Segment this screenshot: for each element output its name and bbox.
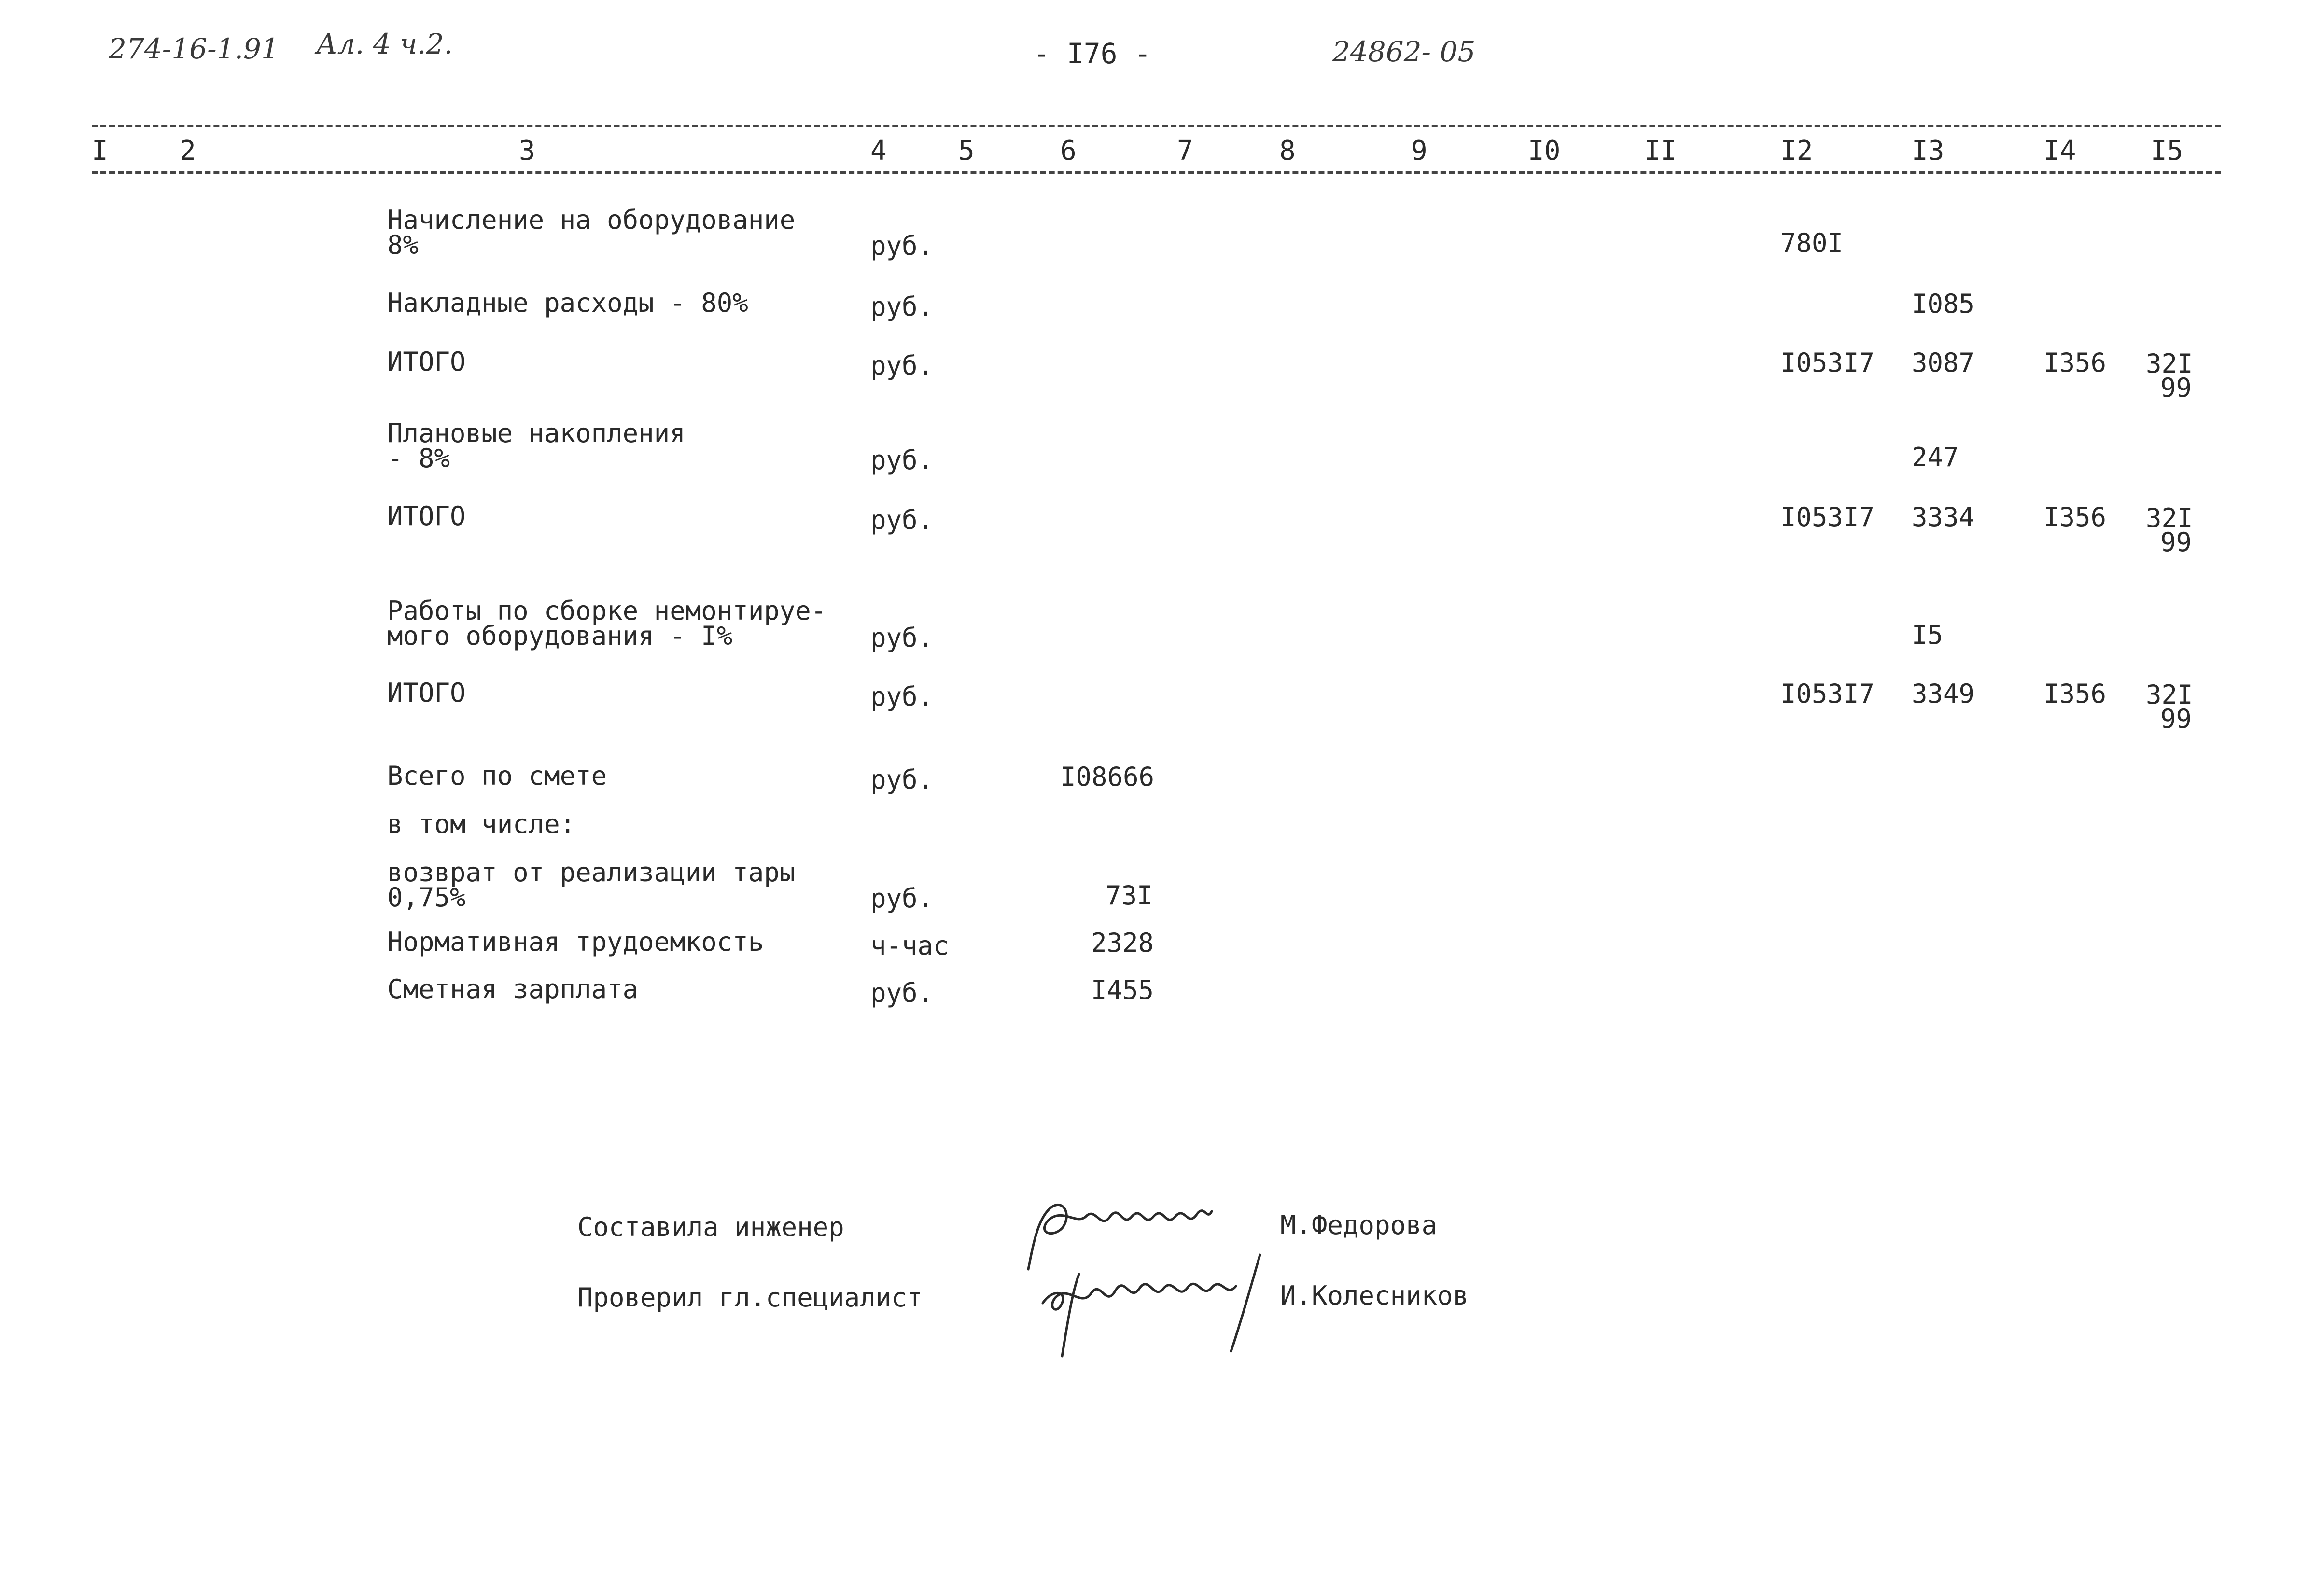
row-label: Накладные расходы - 80% <box>387 288 748 318</box>
row-label: ИТОГО <box>387 347 466 377</box>
col15-value-bottom: 99 <box>2160 527 2192 557</box>
col13-value: 3349 <box>1912 679 1975 709</box>
col12-value: 780I <box>1780 228 1844 258</box>
row-unit: руб. <box>870 883 934 914</box>
column-header-15: I5 <box>2151 135 2183 167</box>
row-label: ИТОГО <box>387 678 466 708</box>
column-header-9: 9 <box>1411 135 1427 167</box>
col13-value: 247 <box>1912 442 1959 472</box>
col6-value: 2328 <box>1091 928 1154 958</box>
column-header-1: I <box>92 135 108 167</box>
row-label: Работы по сборке немонтируе- мого оборудования - I% <box>387 596 827 651</box>
row-unit: руб. <box>870 291 934 322</box>
column-header-7: 7 <box>1177 135 1193 167</box>
row-label: Плановые накопления - 8% <box>387 418 686 473</box>
col13-value: I085 <box>1912 289 1975 319</box>
row-label: ИТОГО <box>387 501 466 531</box>
col15-value-top: 32I <box>2146 680 2193 710</box>
column-header-11: II <box>1644 135 1677 167</box>
header-bottom-rule <box>92 171 2221 174</box>
column-header-10: I0 <box>1528 135 1561 167</box>
col14-value: I356 <box>2043 347 2107 378</box>
column-header-12: I2 <box>1780 135 1813 167</box>
row-label: возврат от реализации тары 0,75% <box>387 857 796 913</box>
column-header-14: I4 <box>2043 135 2076 167</box>
col15-value-bottom: 99 <box>2160 373 2192 403</box>
column-header-2: 2 <box>180 135 196 167</box>
sheet-ref-handwritten: Ал. 4 ч.2. <box>316 28 453 60</box>
row-unit: руб. <box>870 350 934 381</box>
compiled-by-label: Составила инженер <box>577 1212 844 1242</box>
row-unit: руб. <box>870 764 934 795</box>
row-unit: руб. <box>870 445 934 475</box>
col6-value: I455 <box>1091 975 1154 1005</box>
col14-value: I356 <box>2043 502 2107 532</box>
row-unit: руб. <box>870 231 934 261</box>
row-label: Сметная зарплата <box>387 974 639 1004</box>
header-top-rule <box>92 125 2221 127</box>
col13-value: 3087 <box>1912 347 1975 378</box>
col15-value-bottom: 99 <box>2160 704 2192 734</box>
col12-value: I053I7 <box>1780 502 1875 532</box>
column-header-8: 8 <box>1279 135 1296 167</box>
col12-value: I053I7 <box>1780 679 1875 709</box>
col6-value: I08666 <box>1060 762 1155 792</box>
checked-by-name: И.Колесников <box>1280 1280 1469 1311</box>
col13-value: I5 <box>1912 620 1944 650</box>
row-label: Всего по смете <box>387 761 607 791</box>
column-header-3: 3 <box>519 135 535 167</box>
col14-value: I356 <box>2043 679 2107 709</box>
column-header-5: 5 <box>958 135 975 167</box>
compiled-by-name: М.Федорова <box>1280 1210 1438 1240</box>
col12-value: I053I7 <box>1780 347 1875 378</box>
page-number: - I76 - <box>1033 37 1151 70</box>
col13-value: 3334 <box>1912 502 1975 532</box>
col15-value-top: 32I <box>2146 503 2193 533</box>
row-unit: руб. <box>870 681 934 712</box>
signature-2-handwritten <box>1033 1245 1274 1361</box>
row-label: в том числе: <box>387 809 576 839</box>
row-unit: руб. <box>870 623 934 653</box>
checked-by-label: Проверил гл.специалист <box>577 1282 923 1313</box>
column-header-13: I3 <box>1912 135 1945 167</box>
column-header-4: 4 <box>870 135 887 167</box>
doc-code-handwritten: 274-16-1.91 <box>109 32 279 65</box>
col6-value: 73I <box>1106 880 1153 911</box>
col15-value-top: 32I <box>2146 348 2193 379</box>
row-unit: руб. <box>870 978 934 1008</box>
row-unit: ч-час <box>870 930 949 961</box>
row-label: Начисление на оборудование 8% <box>387 205 796 260</box>
column-header-6: 6 <box>1060 135 1077 167</box>
doc-number-handwritten: 24862- 05 <box>1332 35 1476 68</box>
row-unit: руб. <box>870 505 934 535</box>
row-label: Нормативная трудоемкость <box>387 927 764 957</box>
